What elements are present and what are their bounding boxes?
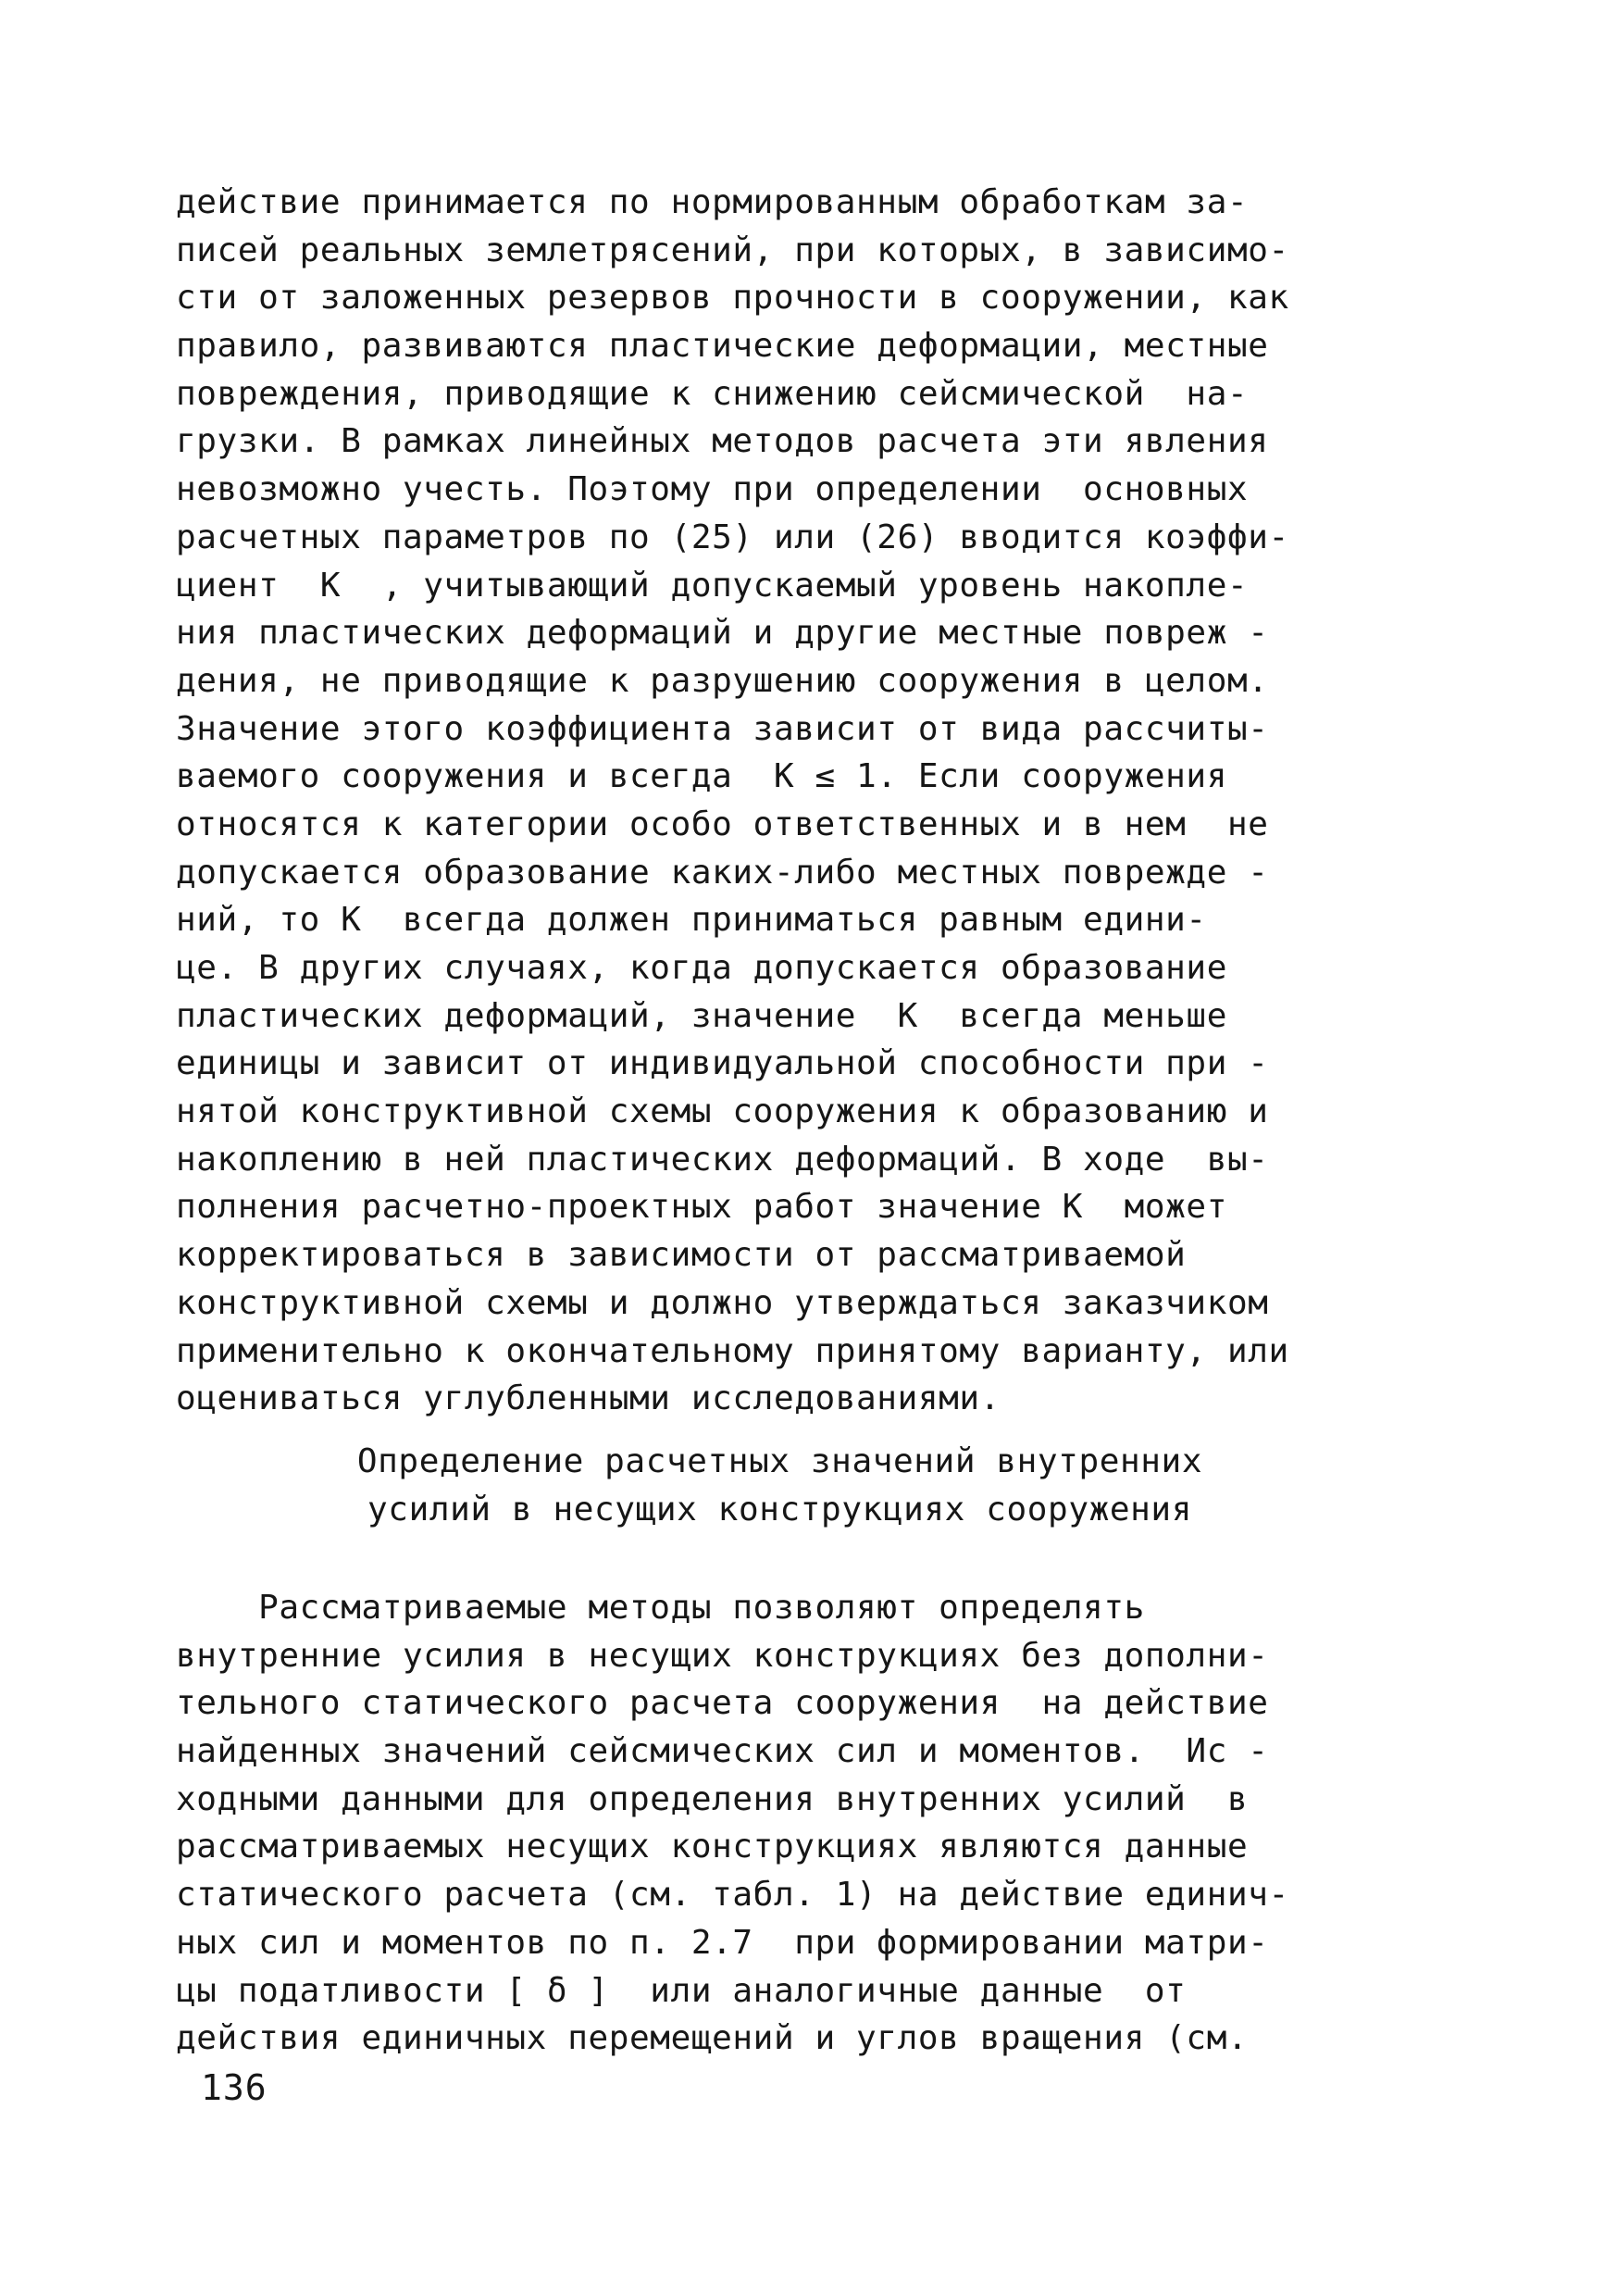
text-line: найденных значений сейсмических сил и моментов. Ис -	[176, 1732, 1269, 1771]
body-paragraph-1	[176, 179, 1421, 1423]
text-line: писей реальных землетрясений, при которых, в зависимо-	[176, 231, 1289, 269]
text-line: невозможно учесть. Поэтому при определении основных	[176, 470, 1249, 509]
text-line: Рассматриваемые методы позволяют определять	[176, 1589, 1145, 1627]
text-line: применительно к окончательному принятому варианту, или	[176, 1331, 1289, 1370]
text-line: единицы и зависит от индивидуальной способности при -	[176, 1044, 1269, 1083]
text-line: внутренние усилия в несущих конструкциях без дополни-	[176, 1636, 1269, 1675]
text-line: тельного статического расчета сооружения на действие	[176, 1684, 1269, 1723]
text-line: грузки. В рамках линейных методов расчета эти явления	[176, 422, 1269, 461]
text-line: Значение этого коэффициента зависит от вида рассчиты-	[176, 709, 1269, 748]
text-line: циент K , учитывающий допускаемый уровень накопле-	[176, 566, 1249, 605]
text-line: це. В других случаях, когда допускается образование	[176, 949, 1227, 987]
text-line: конструктивной схемы и должно утверждаться заказчиком	[176, 1283, 1269, 1322]
text-line: повреждения, приводящие к снижению сейсмической на-	[176, 374, 1249, 413]
text-line: дения, не приводящие к разрушению сооружения в целом.	[176, 661, 1269, 700]
text-line: ния пластических деформаций и другие местные повреж -	[176, 614, 1269, 653]
text-line: ходными данными для определения внутренних усилий в	[176, 1779, 1249, 1818]
text-line: ных сил и моментов по п. 2.7 при формировании матри-	[176, 1923, 1269, 1962]
text-line: нятой конструктивной схемы сооружения к образованию и	[176, 1092, 1269, 1131]
text-line: действие принимается по нормированным обработкам за-	[176, 183, 1249, 221]
text-line: расчетных параметров по (25) или (26) вводится коэффи-	[176, 518, 1289, 556]
text-line: ваемого сооружения и всегда K ≤ 1. Если сооружения	[176, 757, 1227, 796]
text-line: полнения расчетно-проектных работ значение K может	[176, 1188, 1227, 1227]
text-line: рассматриваемых несущих конструкциях являются данные	[176, 1828, 1249, 1866]
text-line: корректироваться в зависимости от рассматриваемой	[176, 1236, 1187, 1275]
text-line: статического расчета (см. табл. 1) на действие единич-	[176, 1876, 1289, 1915]
text-line: накоплению в ней пластических деформаций. В ходе вы-	[176, 1140, 1269, 1179]
heading-line: усилий в несущих конструкциях сооружения	[367, 1490, 1192, 1529]
page-number: 136	[201, 2067, 267, 2108]
text-line: допускается образование каких-либо местных повреждe -	[176, 853, 1269, 892]
text-line: цы податливости [ δ ] или аналогичные данные от	[176, 1971, 1187, 2010]
heading-line: Определение расчетных значений внутренних	[356, 1442, 1203, 1480]
body-paragraph-2	[176, 1584, 1421, 2063]
text-line: сти от заложенных резервов прочности в сооружении, как	[176, 279, 1289, 318]
text-line: правило, развиваются пластические деформации, местные	[176, 327, 1269, 366]
text-line: относятся к категории особо ответственных и в нем не	[176, 805, 1269, 843]
text-line: оцениваться углубленными исследованиями.	[176, 1379, 1001, 1418]
text-line: ний, то K всегда должен приниматься равным едини-	[176, 901, 1207, 940]
text-line: пластических деформаций, значение K всегда меньше	[176, 996, 1227, 1035]
text-line: действия единичных перемещений и углов вращения (см.	[176, 2019, 1249, 2058]
section-heading	[176, 1438, 1421, 1533]
